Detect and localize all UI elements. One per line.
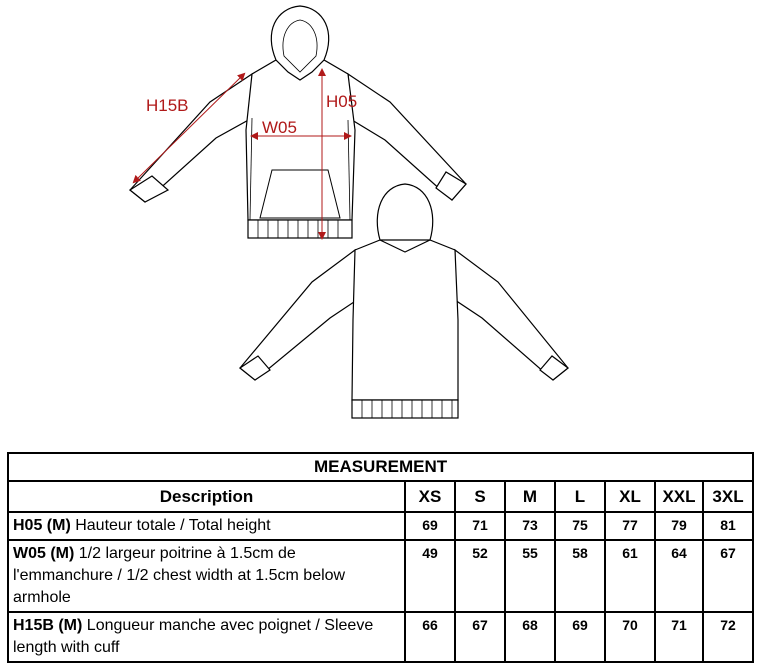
table-title: MEASUREMENT [8, 453, 753, 481]
table-cell: 73 [505, 512, 555, 540]
size-header: S [455, 481, 505, 512]
row-code: W05 (M) [13, 545, 75, 562]
table-row [8, 512, 753, 540]
table-cell: 71 [655, 612, 703, 662]
w05-callout-label: W05 [262, 118, 297, 137]
table-cell: 49 [405, 540, 455, 612]
table-cell: 69 [405, 512, 455, 540]
row-code: H05 (M) [13, 517, 71, 534]
table-cell: 58 [555, 540, 605, 612]
table-cell: 64 [655, 540, 703, 612]
size-header: 3XL [703, 481, 753, 512]
table-row [8, 540, 753, 612]
row-description [8, 612, 405, 662]
table-cell: 55 [505, 540, 555, 612]
description-header: Description [8, 481, 405, 512]
row-description [8, 540, 405, 612]
size-header: M [505, 481, 555, 512]
measurement-table [7, 452, 754, 663]
size-header: XXL [655, 481, 703, 512]
table-cell: 70 [605, 612, 655, 662]
table-cell: 81 [703, 512, 753, 540]
row-code: H15B (M) [13, 617, 83, 634]
table-cell: 61 [605, 540, 655, 612]
table-cell: 67 [455, 612, 505, 662]
size-header: XL [605, 481, 655, 512]
table-row [8, 612, 753, 662]
row-text: Longueur manche avec poignet / Sleeve length with cuff [13, 617, 374, 656]
table-cell: 79 [655, 512, 703, 540]
table-cell: 72 [703, 612, 753, 662]
size-header: L [555, 481, 605, 512]
size-header: XS [405, 481, 455, 512]
table-cell: 68 [505, 612, 555, 662]
table-cell: 71 [455, 512, 505, 540]
table-cell: 66 [405, 612, 455, 662]
table-header-row [8, 481, 753, 512]
table-cell: 69 [555, 612, 605, 662]
table-cell: 75 [555, 512, 605, 540]
row-text: 1/2 largeur poitrine à 1.5cm de l'emmanchure / 1/2 chest width at 1.5cm below armhole [13, 545, 346, 606]
h15b-callout-label: H15B [146, 96, 189, 115]
table-cell: 67 [703, 540, 753, 612]
h05-callout-label: H05 [326, 92, 358, 111]
table-cell: 52 [455, 540, 505, 612]
row-description [8, 512, 405, 540]
row-text: Hauteur totale / Total height [70, 517, 271, 534]
table-cell: 77 [605, 512, 655, 540]
